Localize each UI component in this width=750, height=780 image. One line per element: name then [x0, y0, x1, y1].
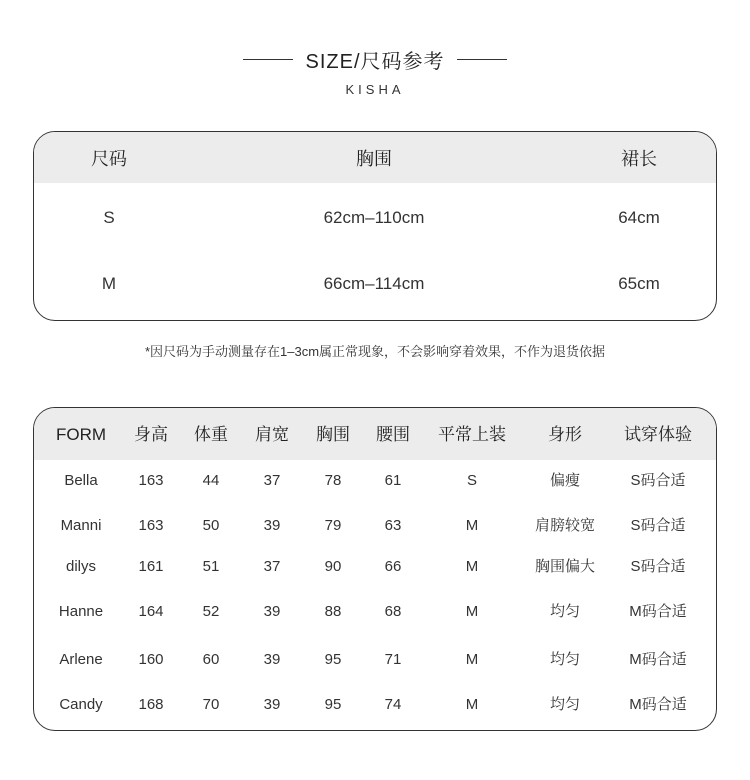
- waist-cell: 71: [384, 651, 402, 668]
- table-row: [34, 690, 716, 720]
- waist-col-header: 腰围: [376, 425, 410, 444]
- shoulder-cell: 39: [263, 696, 281, 713]
- weight-cell: 52: [202, 603, 220, 620]
- fit-table: [33, 407, 717, 731]
- waist-cell: 61: [384, 472, 402, 489]
- table-row: [34, 645, 716, 675]
- table-row: [34, 511, 716, 541]
- height-col-header: 身高: [134, 425, 168, 444]
- fit-experience-cell: S码合适: [630, 558, 686, 575]
- body-shape-col-header: 身形: [548, 425, 582, 444]
- length-col-header: 裙长: [621, 149, 657, 169]
- weight-cell: 50: [202, 517, 220, 534]
- bust-col-header: 胸围: [356, 149, 392, 169]
- measurement-note: *因尺码为手动测量存在1–3cm属正常现象，不会影响穿着效果，不作为退货依据: [144, 344, 606, 359]
- title-left-rule: [243, 59, 293, 60]
- height-cell: 161: [138, 558, 164, 575]
- bust-cell: 66cm–114cm: [323, 274, 425, 293]
- size-table-header: [34, 132, 716, 183]
- usual-top-cell: M: [465, 517, 479, 534]
- shoulder-cell: 37: [263, 558, 281, 575]
- shoulder-cell: 37: [263, 472, 281, 489]
- form-col-header: FORM: [55, 425, 107, 444]
- page-title: SIZE/尺码参考: [305, 50, 445, 73]
- body-shape-cell: 肩膀较宽: [534, 517, 595, 534]
- usual-top-cell: M: [465, 558, 479, 575]
- body-shape-cell: 均匀: [549, 651, 580, 668]
- size-cell: M: [101, 274, 117, 293]
- fit-experience-cell: M码合适: [629, 696, 687, 713]
- fit-table-header: [34, 408, 716, 460]
- height-cell: 168: [138, 696, 164, 713]
- fit-experience-cell: S码合适: [630, 472, 686, 489]
- height-cell: 160: [138, 651, 164, 668]
- usual-top-cell: S: [466, 472, 477, 489]
- usual-top-cell: M: [465, 651, 479, 668]
- table-row: [34, 552, 716, 582]
- weight-cell: 60: [202, 651, 220, 668]
- form-cell: Bella: [64, 472, 98, 489]
- waist-cell: 63: [384, 517, 402, 534]
- waist-cell: 66: [384, 558, 402, 575]
- table-row: [34, 597, 716, 627]
- form-cell: Hanne: [58, 603, 104, 620]
- body-shape-cell: 胸围偏大: [534, 558, 595, 575]
- shoulder-col-header: 肩宽: [255, 425, 289, 444]
- title-right-rule: [457, 59, 507, 60]
- waist-cell: 68: [384, 603, 402, 620]
- size-col-header: 尺码: [91, 149, 127, 169]
- form-cell: Manni: [60, 517, 102, 534]
- brand-subtitle: KISHA: [345, 82, 405, 97]
- fit-experience-cell: M码合适: [629, 603, 687, 620]
- weight-cell: 70: [202, 696, 220, 713]
- bust-cell: 90: [324, 558, 342, 575]
- waist-cell: 74: [384, 696, 402, 713]
- fit-experience-cell: M码合适: [629, 651, 687, 668]
- length-cell: 65cm: [618, 274, 660, 293]
- page-title-row: [0, 44, 750, 74]
- height-cell: 163: [138, 517, 164, 534]
- body-shape-cell: 均匀: [549, 696, 580, 713]
- length-cell: 64cm: [618, 208, 660, 227]
- bust-cell: 79: [324, 517, 342, 534]
- body-shape-cell: 偏瘦: [549, 472, 580, 489]
- table-row: [34, 466, 716, 496]
- usual-top-cell: M: [465, 603, 479, 620]
- fit-experience-cell: S码合适: [630, 517, 686, 534]
- form-cell: Candy: [59, 696, 103, 713]
- weight-cell: 51: [202, 558, 220, 575]
- bust-cell: 95: [324, 651, 342, 668]
- usual-top-cell: M: [465, 696, 479, 713]
- bust-cell: 78: [324, 472, 342, 489]
- bust-cell: 62cm–110cm: [323, 208, 425, 227]
- size-table: [33, 131, 717, 321]
- size-cell: S: [103, 208, 115, 227]
- size-row-s: [34, 203, 716, 233]
- shoulder-cell: 39: [263, 517, 281, 534]
- form-cell: Arlene: [59, 651, 103, 668]
- bust-cell: 95: [324, 696, 342, 713]
- usual-top-col-header: 平常上装: [438, 425, 506, 444]
- bust-cell: 88: [324, 603, 342, 620]
- body-shape-cell: 均匀: [549, 603, 580, 620]
- shoulder-cell: 39: [263, 651, 281, 668]
- height-cell: 164: [138, 603, 164, 620]
- shoulder-cell: 39: [263, 603, 281, 620]
- form-cell: dilys: [65, 558, 96, 575]
- weight-col-header: 体重: [194, 425, 228, 444]
- size-row-m: [34, 269, 716, 299]
- bust-col-header: 胸围: [316, 425, 350, 444]
- weight-cell: 44: [202, 472, 220, 489]
- height-cell: 163: [138, 472, 164, 489]
- fit-experience-col-header: 试穿体验: [624, 425, 692, 444]
